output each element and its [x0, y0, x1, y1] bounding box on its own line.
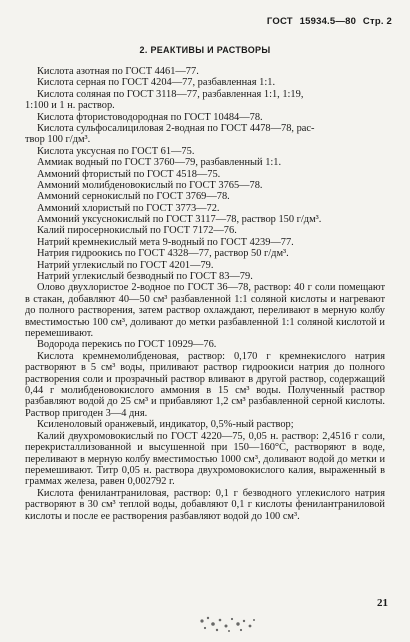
reagent-line: Натрия гидроокись по ГОСТ 4328—77, раствор 50 г/дм³.: [37, 248, 289, 260]
paragraph-tin-chloride: Олово двухлористое 2-водное по ГОСТ 36—78, раствор: 40 г соли помещают в стакан, добавляют 40—50 см³ разбавленной 1:1 соляной кислоты и нагревают до полного растворения, затем раствор охлаждают, переливают в мерную колбу вместимостью 100 см³, доливают до метки разбавленной 1:1 соляной кислотой и перемешивают.: [25, 282, 385, 340]
reagent-line: Аммоний хлористый по ГОСТ 3773—72.: [37, 202, 220, 214]
page-header: [263, 16, 392, 27]
reagent-line: Кислота азотная по ГОСТ 4461—77.: [37, 66, 199, 77]
paragraph-xylenol-orange: Ксиленоловый оранжевый, индикатор, 0,5%-ный раствор;: [37, 419, 294, 431]
reagent-line: Натрий кремнекислый мета 9-водный по ГОСТ 4239—77.: [37, 236, 294, 248]
library-stamp-mark: [196, 611, 258, 635]
page-number: 21: [377, 597, 388, 609]
paragraph-hydrogen-peroxide: Водорода перекись по ГОСТ 10929—76.: [37, 339, 217, 351]
section-title: 2. РЕАКТИВЫ И РАСТВОРЫ: [139, 45, 271, 55]
body-text: [25, 66, 385, 522]
header-gost: ГОСТ: [266, 16, 293, 27]
reagent-line: Аммоний фтористый по ГОСТ 4518—75.: [37, 168, 221, 180]
reagent-line: Аммиак водный по ГОСТ 3760—79, разбавленный 1:1.: [37, 157, 282, 169]
header-page-label: Стр. 2: [362, 16, 392, 27]
header-standard-number: 15934.5—80: [299, 16, 357, 27]
reagent-line: 1:100 и 1 н. раствор.: [25, 100, 115, 112]
reagent-line: Натрий углекислый по ГОСТ 4201—79.: [37, 259, 214, 271]
reagent-line: Калий пиросернокислый по ГОСТ 7172—76.: [37, 225, 237, 237]
paragraph-potassium-dichromate: Калий двухромовокислый по ГОСТ 4220—75, 0,05 н. раствор: 2,4516 г соли, перекристаллизованной и высушенной при 150—160°С, растворяют в воде, переливают в мерную колбу вместимостью 1000 см³, доливают водой до метки и перемешивают. Титр 0,05 н. раствора двухромовокислого калия, выраженный в граммах железа, равен 0,002792 г.: [25, 430, 385, 488]
reagent-line: Аммоний сернокислый по ГОСТ 3769—78.: [37, 191, 230, 203]
paragraph-silicomolybdic-acid: Кислота кремнемолибденовая, раствор: 0,170 г кремнекислого натрия растворяют в 5 см³ воды, приливают раствор гидроокиси натрия до полного растворения соли и прозрачный раствор вливают в другой раствор, содержащий 0,44 г молибденовокислого аммония в 15 см³ воды. Полученный раствор разбавляют водой до 25 см³ и прибавляют 1,2 см³ разбавленной серной кислоты. Раствор пригоден 3—4 дня.: [25, 350, 385, 419]
reagent-line: Кислота уксусная по ГОСТ 61—75.: [37, 145, 195, 157]
reagent-line: Кислота фтористоводородная по ГОСТ 10484—78.: [37, 111, 263, 123]
reagent-line: Аммоний молибденовокислый по ГОСТ 3765—78.: [37, 179, 263, 191]
reagent-line: твор 100 г/дм³.: [25, 134, 91, 146]
paragraph-phenylanthranilic-acid: Кислота фенилантраниловая, раствор: 0,1 г безводного углекислого натрия растворяют в 30 см³ теплой воды, добавляют 0,1 г кислоты фенилантраниловой кислоты и после ее растворения разбавляют водой до 100 см³.: [25, 487, 385, 522]
reagent-line: Кислота сульфосалициловая 2-водная по ГОСТ 4478—78, рас-: [37, 122, 315, 134]
reagent-line: Аммоний уксуснокислый по ГОСТ 3117—78, раствор 150 г/дм³.: [37, 214, 322, 226]
reagent-line: Кислота соляная по ГОСТ 3118—77, разбавленная 1:1, 1:19,: [37, 88, 304, 100]
reagent-line: Натрий углекислый безводный по ГОСТ 83—79.: [37, 271, 253, 283]
reagent-line: Кислота серная по ГОСТ 4204—77, разбавленная 1:1.: [37, 77, 276, 89]
